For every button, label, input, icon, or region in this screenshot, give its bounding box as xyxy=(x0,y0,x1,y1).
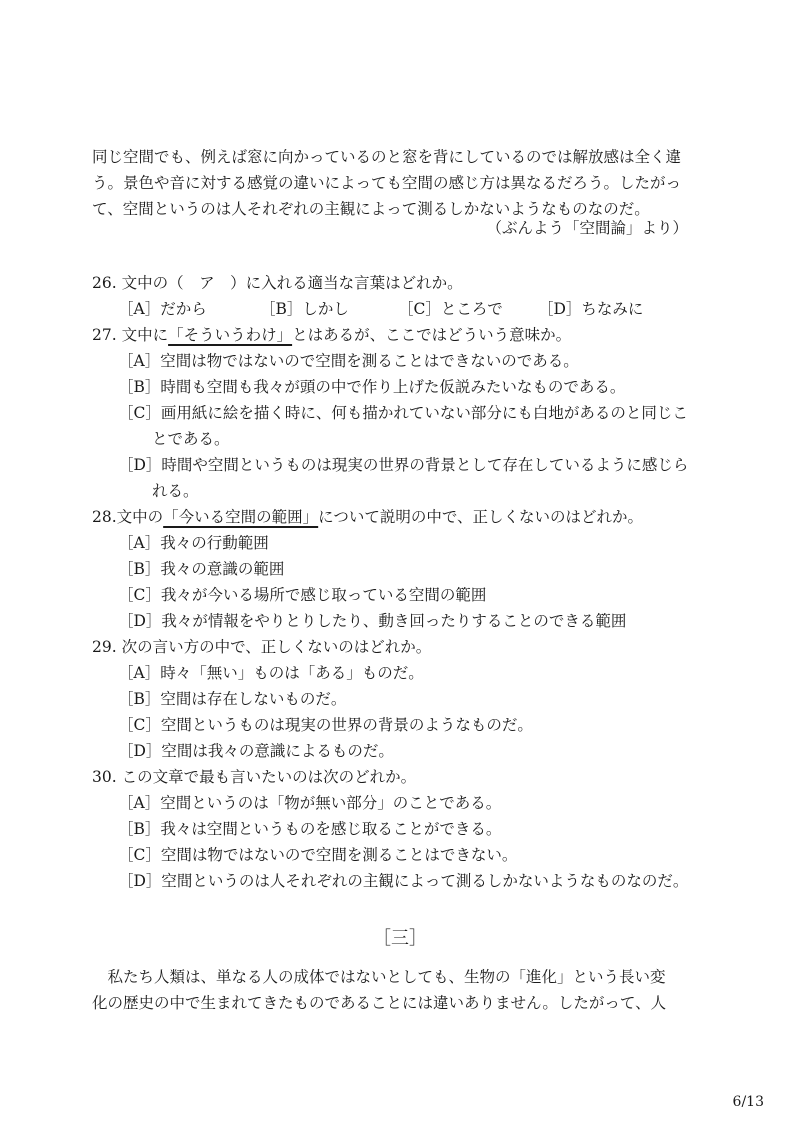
q27-prefix: 27. 文中に xyxy=(92,326,169,344)
q30-option-c: ［C］空間は物ではないので空間を測ることはできない。 xyxy=(118,846,518,864)
q29-option-b: ［B］空間は存在しないものだ。 xyxy=(118,690,347,708)
section-3-line-1: 私たち人類は、単なる人の成体ではないとしても、生物の「進化」という長い変 xyxy=(92,968,666,986)
q26-option-b: ［B］しかし xyxy=(260,300,349,318)
q27-option-d-continued: れる。 xyxy=(152,482,199,500)
q26-option-c: ［C］ところで xyxy=(398,300,503,318)
q27-option-c: ［C］画用紙に絵を描く時に、何も描かれていない部分にも白地があるのと同じこ xyxy=(118,404,688,422)
q26-option-d: ［D］ちなみに xyxy=(538,300,644,318)
q27-option-a: ［A］空間は物ではないので空間を測ることはできないのである。 xyxy=(118,352,579,370)
page-number: 6/13 xyxy=(732,1094,764,1110)
q28-underlined-phrase: 「今いる空間の範囲」 xyxy=(163,508,319,526)
question-30: 30. この文章で最も言いたいのは次のどれか。 xyxy=(92,768,417,786)
q28-option-a: ［A］我々の行動範囲 xyxy=(118,534,269,552)
q27-option-b: ［B］時間も空間も我々が頭の中で作り上げた仮説みたいなものである。 xyxy=(118,378,626,396)
question-26: 26. 文中の（ ア ）に入れる適当な言葉はどれか。 xyxy=(92,274,463,292)
passage-line-1: 同じ空間でも、例えば窓に向かっているのと窓を背にしているのでは解放感は全く違 xyxy=(92,148,682,166)
q28-option-d: ［D］我々が情報をやりとりしたり、動き回ったりすることのできる範囲 xyxy=(118,612,627,630)
q28-prefix: 28.文中の xyxy=(92,508,164,526)
q28-suffix: について説明の中で、正しくないのはどれか。 xyxy=(318,508,644,526)
passage-source: （ぶんよう「空間論」より） xyxy=(486,219,688,237)
section-3-line-2: 化の歴史の中で生まれてきたものであることには違いありません。したがって、人 xyxy=(92,994,667,1012)
q29-option-d: ［D］空間は我々の意識によるものだ。 xyxy=(118,742,394,760)
q30-option-d: ［D］空間というのは人それぞれの主観によって測るしかないようなものなのだ。 xyxy=(118,872,689,890)
q26-option-a: ［A］だから xyxy=(118,300,207,318)
question-29: 29. 次の言い方の中で、正しくないのはどれか。 xyxy=(92,638,432,656)
passage-line-2: う。景色や音に対する感覚の違いによっても空間の感じ方は異なるだろう。したがっ xyxy=(92,174,682,192)
section-3-title: ［三］ xyxy=(373,928,427,949)
q27-option-d: ［D］時間や空間というものは現実の世界の背景として存在しているように感じら xyxy=(118,456,689,474)
question-26-options xyxy=(118,296,678,322)
question-27 xyxy=(92,322,571,348)
q30-option-b: ［B］我々は空間というものを感じ取ることができる。 xyxy=(118,820,502,838)
question-28 xyxy=(92,504,643,530)
q30-option-a: ［A］空間というのは「物が無い部分」のことである。 xyxy=(118,794,502,812)
q29-option-a: ［A］時々「無い」ものは「ある」ものだ。 xyxy=(118,664,424,682)
q27-suffix: とはあるが、ここではどういう意味か。 xyxy=(292,326,572,344)
q27-option-c-continued: とである。 xyxy=(152,430,230,448)
passage-line-3: て、空間というのは人それぞれの主観によって測るしかないようなものなのだ。 xyxy=(92,200,650,218)
q27-underlined-phrase: 「そういうわけ」 xyxy=(168,326,293,344)
q28-option-b: ［B］我々の意識の範囲 xyxy=(118,560,285,578)
q28-option-c: ［C］我々が今いる場所で感じ取っている空間の範囲 xyxy=(118,586,487,604)
q29-option-c: ［C］空間というものは現実の世界の背景のようなものだ。 xyxy=(118,716,533,734)
